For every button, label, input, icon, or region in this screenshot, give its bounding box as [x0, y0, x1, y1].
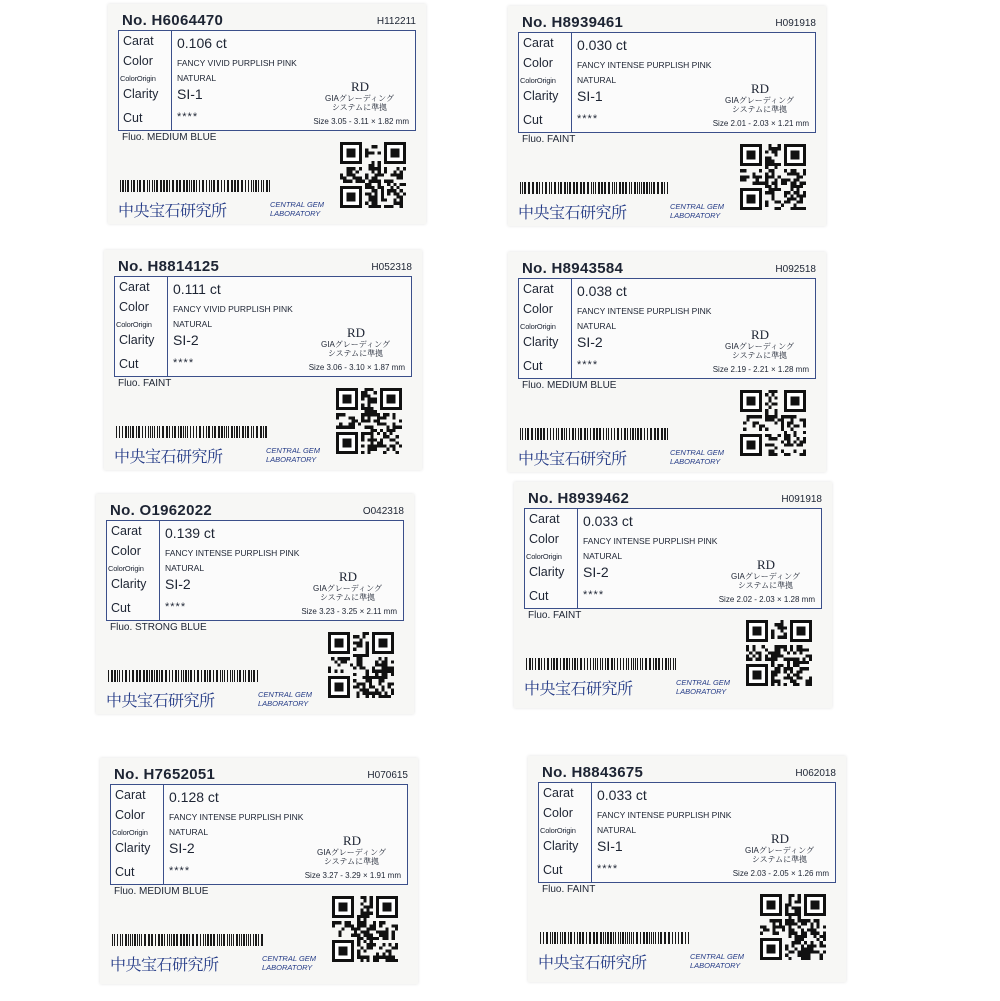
cut-value: **** — [597, 863, 619, 875]
carat-label: Carat — [523, 36, 554, 50]
gia-note — [725, 96, 794, 114]
rd-mark: RD — [339, 569, 358, 584]
lab-logo-english-line2: LABORATORY — [690, 961, 741, 970]
carat-label: Carat — [115, 788, 146, 802]
lab-logo-english — [690, 952, 744, 970]
report-number: No. H8939462 — [528, 490, 630, 507]
color-origin-value: NATURAL — [169, 827, 209, 837]
gia-note-line2: システムに準拠 — [751, 855, 808, 864]
lab-logo-english — [670, 448, 724, 466]
color-label: Color — [523, 56, 553, 70]
color-value: FANCY INTENSE PURPLISH PINK — [577, 306, 712, 316]
lab-logo-english-line1: CENTRAL GEM — [670, 448, 725, 457]
cut-label: Cut — [543, 863, 563, 877]
color-origin-value: NATURAL — [597, 825, 637, 835]
cut-value: **** — [165, 601, 187, 613]
color-origin-label: ColorOrigin — [120, 74, 156, 83]
carat-label: Carat — [111, 524, 142, 538]
color-value: FANCY INTENSE PURPLISH PINK — [583, 536, 718, 546]
lab-logo-english-line1: CENTRAL GEM — [258, 690, 313, 699]
cut-label: Cut — [119, 357, 139, 371]
size-value: Size 3.05 - 3.11 × 1.82 mm — [313, 117, 409, 126]
clarity-label: Clarity — [529, 565, 565, 579]
gia-note — [317, 848, 386, 866]
label-column — [119, 31, 172, 130]
gia-note — [321, 340, 390, 358]
cut-value: **** — [577, 359, 599, 371]
report-number: No. H7652051 — [114, 766, 216, 783]
lab-logo-english-line2: LABORATORY — [670, 211, 721, 220]
gia-note-line1: GIAグレーディング — [745, 846, 814, 855]
qr-code-icon — [760, 894, 826, 960]
color-label: Color — [123, 54, 153, 68]
clarity-label: Clarity — [523, 335, 559, 349]
lab-logo-japanese: 中央宝石研究所 — [538, 955, 647, 972]
gia-note — [325, 94, 394, 112]
color-value: FANCY INTENSE PURPLISH PINK — [169, 812, 304, 822]
qr-code-icon — [336, 388, 402, 454]
label-column — [107, 521, 160, 620]
report-code: H091918 — [781, 494, 822, 505]
rd-mark: RD — [757, 557, 776, 572]
grading-table — [524, 508, 822, 609]
color-value: FANCY INTENSE PURPLISH PINK — [577, 60, 712, 70]
lab-logo-english-line2: LABORATORY — [266, 455, 317, 464]
clarity-label: Clarity — [111, 577, 147, 591]
gia-note-line1: GIAグレーディング — [725, 96, 794, 105]
rd-mark: RD — [751, 81, 770, 96]
label-column — [519, 33, 572, 132]
lab-logo-english — [670, 202, 724, 220]
lab-logo-english-line2: LABORATORY — [258, 699, 309, 708]
qr-code-icon — [740, 144, 806, 210]
lab-logo-japanese: 中央宝石研究所 — [110, 957, 219, 974]
grading-card — [508, 6, 826, 226]
gia-note — [313, 584, 382, 602]
size-value: Size 3.27 - 3.29 × 1.91 mm — [304, 871, 401, 880]
rd-mark: RD — [343, 833, 362, 848]
fluorescence-value: Fluo. MEDIUM BLUE — [114, 886, 209, 897]
lab-logo-japanese: 中央宝石研究所 — [524, 681, 633, 698]
report-number: No. H8943584 — [522, 260, 624, 277]
label-column — [539, 783, 592, 882]
lab-logo-english — [258, 690, 312, 708]
grading-card — [108, 4, 426, 224]
carat-label: Carat — [529, 512, 560, 526]
size-value: Size 2.02 - 2.03 × 1.28 mm — [718, 595, 815, 604]
gia-note-line1: GIAグレーディング — [313, 584, 382, 593]
color-origin-value: NATURAL — [177, 73, 217, 83]
grading-table — [518, 278, 816, 379]
color-origin-value: NATURAL — [165, 563, 205, 573]
label-column — [115, 277, 168, 376]
gia-note-line2: システムに準拠 — [731, 351, 788, 360]
carat-value: 0.030 ct — [577, 37, 627, 53]
barcode-icon — [116, 426, 268, 438]
clarity-label: Clarity — [123, 87, 159, 101]
lab-logo-english-line1: CENTRAL GEM — [262, 954, 317, 963]
clarity-label: Clarity — [543, 839, 579, 853]
fluorescence-value: Fluo. FAINT — [528, 610, 582, 621]
barcode-icon — [540, 932, 692, 944]
lab-logo-english-line1: CENTRAL GEM — [690, 952, 745, 961]
barcode-icon — [112, 934, 264, 946]
carat-value: 0.106 ct — [177, 35, 227, 51]
color-label: Color — [115, 808, 145, 822]
report-number: No. O1962022 — [110, 502, 212, 519]
lab-logo-english — [676, 678, 730, 696]
rd-mark: RD — [351, 79, 370, 94]
carat-value: 0.038 ct — [577, 283, 627, 299]
report-number: No. H8814125 — [118, 258, 220, 275]
qr-code-icon — [340, 142, 406, 208]
cut-value: **** — [583, 589, 605, 601]
report-code: H070615 — [367, 770, 408, 781]
gia-note-line2: システムに準拠 — [327, 349, 384, 358]
cut-label: Cut — [115, 865, 135, 879]
fluorescence-value: Fluo. MEDIUM BLUE — [122, 132, 217, 143]
color-value: FANCY INTENSE PURPLISH PINK — [165, 548, 300, 558]
color-label: Color — [111, 544, 141, 558]
lab-logo-english — [262, 954, 316, 972]
lab-logo-english — [270, 200, 324, 218]
carat-label: Carat — [543, 786, 574, 800]
lab-logo-japanese: 中央宝石研究所 — [118, 203, 227, 220]
cut-label: Cut — [523, 359, 543, 373]
lab-logo-english-line1: CENTRAL GEM — [676, 678, 731, 687]
carat-value: 0.033 ct — [583, 513, 633, 529]
gia-note — [745, 846, 814, 864]
cut-label: Cut — [523, 113, 543, 127]
clarity-value: SI-2 — [169, 840, 195, 856]
color-label: Color — [529, 532, 559, 546]
carat-value: 0.033 ct — [597, 787, 647, 803]
lab-logo-english — [266, 446, 320, 464]
grading-table — [110, 784, 408, 885]
color-value: FANCY VIVID PURPLISH PINK — [173, 304, 293, 314]
gia-note-line1: GIAグレーディング — [321, 340, 390, 349]
rd-mark: RD — [751, 327, 770, 342]
carat-label: Carat — [119, 280, 150, 294]
clarity-value: SI-1 — [577, 88, 603, 104]
clarity-label: Clarity — [115, 841, 151, 855]
fluorescence-value: Fluo. FAINT — [522, 134, 576, 145]
report-code: H052318 — [371, 262, 412, 273]
gia-note-line2: システムに準拠 — [731, 105, 788, 114]
lab-logo-japanese: 中央宝石研究所 — [518, 451, 627, 468]
gia-note-line1: GIAグレーディング — [725, 342, 794, 351]
size-value: Size 2.19 - 2.21 × 1.28 mm — [712, 365, 809, 374]
gia-note-line2: システムに準拠 — [331, 103, 388, 112]
grading-table — [106, 520, 404, 621]
color-origin-label: ColorOrigin — [116, 320, 152, 329]
cut-label: Cut — [529, 589, 549, 603]
report-code: O042318 — [362, 506, 404, 517]
lab-logo-english-line1: CENTRAL GEM — [266, 446, 321, 455]
color-label: Color — [523, 302, 553, 316]
carat-label: Carat — [123, 34, 154, 48]
grading-card — [100, 758, 418, 984]
lab-logo-english-line1: CENTRAL GEM — [670, 202, 725, 211]
clarity-value: SI-2 — [173, 332, 199, 348]
fluorescence-value: Fluo. FAINT — [118, 378, 172, 389]
gia-note-line1: GIAグレーディング — [317, 848, 386, 857]
color-origin-value: NATURAL — [577, 75, 617, 85]
rd-mark: RD — [347, 325, 366, 340]
fluorescence-value: Fluo. STRONG BLUE — [110, 622, 207, 633]
grading-table — [118, 30, 416, 131]
color-origin-label: ColorOrigin — [520, 322, 556, 331]
label-column — [519, 279, 572, 378]
qr-code-icon — [740, 390, 806, 456]
grading-table — [518, 32, 816, 133]
color-label: Color — [119, 300, 149, 314]
grading-card — [508, 252, 826, 472]
report-code: H062018 — [795, 768, 836, 779]
rd-mark: RD — [771, 831, 790, 846]
report-code: H112211 — [376, 16, 416, 27]
report-number: No. H6064470 — [122, 12, 224, 29]
clarity-value: SI-1 — [177, 86, 203, 102]
fluorescence-value: Fluo. FAINT — [542, 884, 596, 895]
barcode-icon — [526, 658, 678, 670]
clarity-label: Clarity — [523, 89, 559, 103]
cut-label: Cut — [123, 111, 143, 125]
lab-logo-english-line2: LABORATORY — [270, 209, 321, 218]
color-value: FANCY VIVID PURPLISH PINK — [177, 58, 297, 68]
grading-card — [96, 494, 414, 714]
cut-label: Cut — [111, 601, 131, 615]
report-number: No. H8843675 — [542, 764, 644, 781]
report-number: No. H8939461 — [522, 14, 624, 31]
cut-value: **** — [177, 111, 199, 123]
gia-note-line2: システムに準拠 — [737, 581, 794, 590]
clarity-label: Clarity — [119, 333, 155, 347]
color-origin-label: ColorOrigin — [540, 826, 576, 835]
gia-note-line1: GIAグレーディング — [325, 94, 394, 103]
size-value: Size 2.01 - 2.03 × 1.21 mm — [712, 119, 809, 128]
barcode-icon — [108, 670, 260, 682]
size-value: Size 3.06 - 3.10 × 1.87 mm — [308, 363, 405, 372]
gia-note-line1: GIAグレーディング — [731, 572, 800, 581]
lab-logo-english-line1: CENTRAL GEM — [270, 200, 325, 209]
gia-note-line2: システムに準拠 — [323, 857, 380, 866]
color-origin-value: NATURAL — [577, 321, 617, 331]
color-label: Color — [543, 806, 573, 820]
report-code: H091918 — [775, 18, 816, 29]
clarity-value: SI-2 — [165, 576, 191, 592]
carat-value: 0.111 ct — [173, 281, 221, 297]
barcode-icon — [520, 428, 672, 440]
clarity-value: SI-2 — [583, 564, 609, 580]
grading-card — [528, 756, 846, 982]
gia-note — [731, 572, 800, 590]
color-origin-label: ColorOrigin — [112, 828, 148, 837]
lab-logo-english-line2: LABORATORY — [670, 457, 721, 466]
grading-card — [104, 250, 422, 470]
barcode-icon — [520, 182, 672, 194]
carat-value: 0.139 ct — [165, 525, 215, 541]
gia-note — [725, 342, 794, 360]
label-column — [111, 785, 164, 884]
grading-table — [538, 782, 836, 883]
clarity-value: SI-1 — [597, 838, 623, 854]
clarity-value: SI-2 — [577, 334, 603, 350]
barcode-icon — [120, 180, 272, 192]
carat-label: Carat — [523, 282, 554, 296]
color-origin-value: NATURAL — [173, 319, 213, 329]
color-origin-label: ColorOrigin — [108, 564, 144, 573]
qr-code-icon — [332, 896, 398, 962]
lab-logo-japanese: 中央宝石研究所 — [106, 693, 215, 710]
fluorescence-value: Fluo. MEDIUM BLUE — [522, 380, 617, 391]
cut-value: **** — [173, 357, 195, 369]
size-value: Size 3.23 - 3.25 × 2.11 mm — [301, 607, 397, 616]
lab-logo-japanese: 中央宝石研究所 — [518, 205, 627, 222]
color-origin-label: ColorOrigin — [526, 552, 562, 561]
cut-value: **** — [169, 865, 191, 877]
size-value: Size 2.03 - 2.05 × 1.26 mm — [732, 869, 829, 878]
lab-logo-english-line2: LABORATORY — [676, 687, 727, 696]
color-origin-value: NATURAL — [583, 551, 623, 561]
label-column — [525, 509, 578, 608]
color-value: FANCY INTENSE PURPLISH PINK — [597, 810, 732, 820]
color-origin-label: ColorOrigin — [520, 76, 556, 85]
grading-card — [514, 482, 832, 708]
qr-code-icon — [328, 632, 394, 698]
qr-code-icon — [746, 620, 812, 686]
gia-note-line2: システムに準拠 — [319, 593, 376, 602]
report-code: H092518 — [775, 264, 816, 275]
cut-value: **** — [577, 113, 599, 125]
grading-table — [114, 276, 412, 377]
carat-value: 0.128 ct — [169, 789, 219, 805]
lab-logo-japanese: 中央宝石研究所 — [114, 449, 223, 466]
lab-logo-english-line2: LABORATORY — [262, 963, 313, 972]
